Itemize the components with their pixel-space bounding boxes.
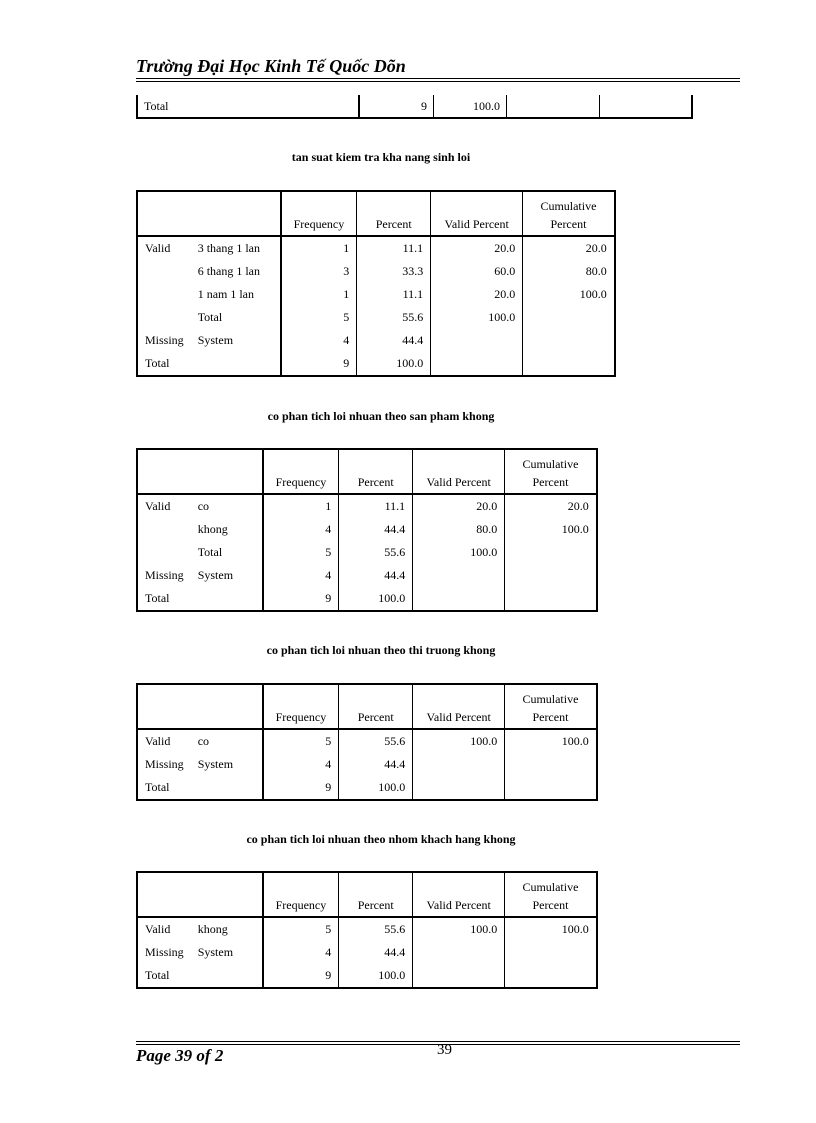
column-header-cumulative-percent — [505, 684, 597, 729]
percent-cell: 55.6 — [339, 729, 413, 753]
header-row — [137, 191, 615, 236]
percent-cell: 44.4 — [357, 329, 431, 352]
cumulative-percent-cell: 100.0 — [561, 734, 589, 748]
cumulative-header-line: Percent — [532, 898, 569, 912]
valid-percent-cell — [413, 964, 505, 988]
percent-cell: 55.6 — [339, 917, 413, 941]
row-group-cell — [137, 260, 191, 283]
header-corner-cell — [191, 191, 281, 236]
valid-percent-cell: 100.0 — [413, 917, 505, 941]
row-group-cell: Total — [145, 968, 170, 982]
valid-percent-cell — [507, 95, 600, 118]
row-group-cell: Total — [145, 591, 170, 605]
table-row — [137, 541, 597, 564]
row-label: Total — [137, 95, 359, 118]
valid-percent-cell — [413, 753, 505, 776]
cumulative-percent-cell — [505, 564, 597, 587]
column-header-percent: Percent — [357, 191, 431, 236]
frequency-table — [136, 448, 598, 612]
frequency-cell: 4 — [263, 753, 339, 776]
header-row — [137, 684, 597, 729]
table-row — [137, 564, 597, 587]
header-corner-cell — [137, 872, 191, 917]
column-header-percent: Percent — [339, 872, 413, 917]
row-group-cell: Valid — [145, 922, 171, 936]
cumulative-percent-cell — [505, 541, 597, 564]
footer-page-label: Page 39 of 2 — [136, 1046, 224, 1065]
percent-cell: 55.6 — [339, 541, 413, 564]
cumulative-percent-cell — [523, 329, 615, 352]
row-group-cell — [137, 541, 191, 564]
frequency-cell: 1 — [281, 236, 357, 260]
percent-cell: 100.0 — [434, 95, 507, 118]
table-title: co phan tich loi nhuan theo san pham khong — [267, 409, 495, 423]
cumulative-percent-cell: 100.0 — [579, 287, 607, 301]
header-corner-cell — [191, 449, 263, 494]
row-group-cell: Missing — [145, 333, 184, 347]
column-header-frequency: Frequency — [281, 191, 357, 236]
table-row — [137, 494, 597, 518]
row-label-cell: Total — [191, 541, 263, 564]
cumulative-percent-cell: 100.0 — [561, 922, 589, 936]
frequency-cell: 5 — [263, 729, 339, 753]
header-corner-cell — [191, 684, 263, 729]
valid-percent-cell — [413, 564, 505, 587]
percent-cell: 44.4 — [339, 564, 413, 587]
table-row — [137, 964, 597, 988]
frequency-cell: 5 — [281, 306, 357, 329]
cumulative-percent-cell — [505, 776, 597, 800]
row-label-cell — [191, 587, 263, 611]
row-label-cell: co — [191, 494, 263, 518]
row-label-cell: System — [191, 329, 281, 352]
row-label-cell: co — [191, 729, 263, 753]
row-label-cell: System — [191, 564, 263, 587]
cumulative-percent-cell — [505, 753, 597, 776]
table-row — [137, 260, 615, 283]
frequency-cell: 1 — [281, 283, 357, 306]
percent-cell: 11.1 — [357, 236, 431, 260]
valid-percent-cell — [413, 941, 505, 964]
header-row — [137, 449, 597, 494]
row-label-cell: khong — [191, 518, 263, 541]
percent-cell: 11.1 — [357, 283, 431, 306]
frequency-cell: 5 — [263, 541, 339, 564]
percent-cell: 11.1 — [339, 494, 413, 518]
percent-cell: 100.0 — [339, 587, 413, 611]
table-row — [137, 236, 615, 260]
cumulative-percent-cell: 100.0 — [561, 522, 589, 536]
column-header-cumulative-percent — [505, 872, 597, 917]
cumulative-header-line: Cumulative — [540, 199, 597, 213]
row-label-cell — [191, 776, 263, 800]
table-row — [137, 518, 597, 541]
row-group-cell — [137, 518, 191, 541]
row-label-cell: System — [191, 753, 263, 776]
row-label-cell: 1 nam 1 lan — [191, 283, 281, 306]
valid-percent-cell — [431, 352, 523, 376]
frequency-cell: 1 — [263, 494, 339, 518]
row-group-cell: Valid — [145, 734, 171, 748]
row-label-cell — [191, 964, 263, 988]
header-corner-cell — [137, 684, 191, 729]
frequency-cell: 9 — [263, 587, 339, 611]
valid-percent-cell — [413, 776, 505, 800]
cumulative-percent-cell — [600, 95, 693, 118]
percent-cell: 100.0 — [339, 776, 413, 800]
frequency-cell: 4 — [281, 329, 357, 352]
table-row — [137, 95, 692, 118]
column-header-percent: Percent — [339, 684, 413, 729]
cumulative-percent-cell: 80.0 — [585, 264, 607, 278]
table-row — [137, 776, 597, 800]
frequency-table — [136, 683, 598, 801]
table-row — [137, 329, 615, 352]
header-row — [137, 872, 597, 917]
row-label-cell: System — [191, 941, 263, 964]
column-header-frequency: Frequency — [263, 449, 339, 494]
table-title: tan suat kiem tra kha nang sinh loi — [291, 150, 471, 164]
row-group-cell: Total — [145, 356, 170, 370]
frequency-cell: 3 — [281, 260, 357, 283]
frequency-cell: 9 — [281, 352, 357, 376]
row-group-cell: Missing — [145, 757, 184, 771]
valid-percent-cell: 80.0 — [413, 518, 505, 541]
header-title: Trường Đại Học Kinh Tế Quốc Dõn — [136, 56, 406, 76]
percent-cell: 55.6 — [357, 306, 431, 329]
partial-total-table — [136, 95, 693, 119]
cumulative-percent-cell: 20.0 — [567, 499, 589, 513]
cumulative-percent-cell — [505, 941, 597, 964]
column-header-percent: Percent — [339, 449, 413, 494]
cumulative-header-line: Percent — [532, 475, 569, 489]
cumulative-percent-cell — [505, 964, 597, 988]
valid-percent-cell: 20.0 — [413, 494, 505, 518]
cumulative-percent-cell — [523, 306, 615, 329]
valid-percent-cell — [431, 329, 523, 352]
frequency-cell: 4 — [263, 518, 339, 541]
cumulative-header-line: Percent — [550, 217, 587, 231]
table-row — [137, 753, 597, 776]
cumulative-percent-cell — [505, 587, 597, 611]
cumulative-header-line: Cumulative — [522, 880, 579, 894]
header-rule — [136, 78, 740, 82]
row-label-cell: 6 thang 1 lan — [191, 260, 281, 283]
row-group-cell: Total — [145, 780, 170, 794]
cumulative-percent-cell: 20.0 — [585, 241, 607, 255]
valid-percent-cell: 100.0 — [413, 729, 505, 753]
frequency-cell: 9 — [359, 95, 434, 118]
frequency-cell: 9 — [263, 776, 339, 800]
row-label-cell: khong — [191, 917, 263, 941]
cumulative-header-line: Cumulative — [522, 692, 579, 706]
valid-percent-cell — [413, 587, 505, 611]
table-row — [137, 306, 615, 329]
valid-percent-cell: 20.0 — [431, 283, 523, 306]
table-row — [137, 352, 615, 376]
header-corner-cell — [137, 191, 191, 236]
column-header-valid-percent: Valid Percent — [413, 449, 505, 494]
cumulative-header-line: Percent — [532, 710, 569, 724]
cumulative-header-line: Cumulative — [522, 457, 579, 471]
row-group-cell: Missing — [145, 568, 184, 582]
row-label-cell: 3 thang 1 lan — [191, 236, 281, 260]
row-group-cell — [137, 283, 191, 306]
frequency-cell: 4 — [263, 941, 339, 964]
table-row — [137, 283, 615, 306]
column-header-cumulative-percent — [523, 191, 615, 236]
table-row — [137, 587, 597, 611]
valid-percent-cell: 20.0 — [431, 236, 523, 260]
percent-cell: 33.3 — [357, 260, 431, 283]
percent-cell: 44.4 — [339, 941, 413, 964]
column-header-frequency: Frequency — [263, 872, 339, 917]
table-row — [137, 917, 597, 941]
header-corner-cell — [191, 872, 263, 917]
table-row — [137, 729, 597, 753]
row-group-cell: Valid — [145, 499, 171, 513]
table-title: co phan tich loi nhuan theo nhom khach hang khong — [246, 832, 516, 846]
valid-percent-cell: 60.0 — [431, 260, 523, 283]
table-row — [137, 941, 597, 964]
table-title: co phan tich loi nhuan theo thi truong khong — [266, 643, 496, 657]
column-header-valid-percent: Valid Percent — [431, 191, 523, 236]
row-label-cell — [191, 352, 281, 376]
frequency-table — [136, 190, 616, 377]
frequency-table — [136, 871, 598, 989]
footer-page-number: 39 — [437, 1042, 452, 1058]
percent-cell: 100.0 — [357, 352, 431, 376]
frequency-cell: 4 — [263, 564, 339, 587]
column-header-valid-percent: Valid Percent — [413, 684, 505, 729]
column-header-cumulative-percent — [505, 449, 597, 494]
frequency-cell: 5 — [263, 917, 339, 941]
valid-percent-cell: 100.0 — [413, 541, 505, 564]
valid-percent-cell: 100.0 — [431, 306, 523, 329]
column-header-frequency: Frequency — [263, 684, 339, 729]
frequency-cell: 9 — [263, 964, 339, 988]
row-group-cell: Missing — [145, 945, 184, 959]
row-group-cell: Valid — [145, 241, 171, 255]
percent-cell: 44.4 — [339, 753, 413, 776]
row-group-cell — [137, 306, 191, 329]
cumulative-percent-cell — [523, 352, 615, 376]
row-label-cell: Total — [191, 306, 281, 329]
percent-cell: 44.4 — [339, 518, 413, 541]
percent-cell: 100.0 — [339, 964, 413, 988]
header-corner-cell — [137, 449, 191, 494]
column-header-valid-percent: Valid Percent — [413, 872, 505, 917]
